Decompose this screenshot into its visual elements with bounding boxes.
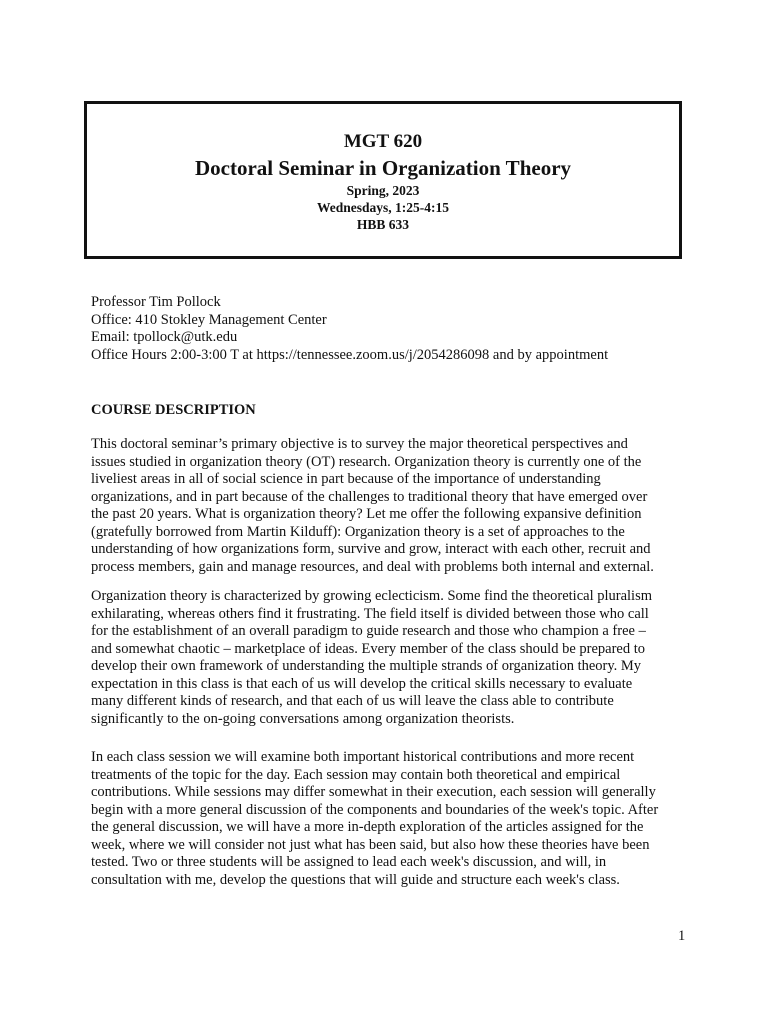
paragraph-line: understanding of how organizations form, survive and grow, interact with each other, recruit and (91, 541, 651, 557)
paragraph-line: issues studied in organization theory (OT) research. Organization theory is currently one of the (91, 453, 642, 470)
paragraph-line: the general discussion, we will have a more in-depth exploration of the articles assigned for the (91, 819, 644, 835)
paragraph-line: tested. Two or three students will be assigned to lead each week's discussion, and will, in (91, 854, 607, 870)
paragraph-line: develop their own framework of understanding the multiple strands of organization theory. My (91, 658, 642, 674)
paragraph-line: many different kinds of research, and that each of us will leave the class able to contribute (91, 693, 614, 709)
paragraph-line: organizations, and in part because of the challenges to traditional theory that have emerged over (91, 488, 648, 505)
paragraph-line: process members, gain and manage resources, and deal with problems both internal and external. (91, 558, 654, 575)
paragraph-line: treatments of the topic for the day. Each session may contain both theoretical and empirical (91, 766, 621, 783)
paragraph-line: consultation with me, develop the questions that will guide and structure each week's class. (91, 871, 620, 888)
paragraph-line: Organization theory is characterized by growing eclecticism. Some find the theoretical pluralism (91, 588, 653, 604)
paragraph-line: expectation in this class is that each of us will develop the critical skills necessary to evaluate (91, 675, 633, 692)
office-hours: Office Hours 2:00-3:00 T at https://tennessee.zoom.us/j/2054286098 and by appointment (91, 346, 609, 363)
instructor-contact-block (91, 294, 608, 364)
paragraph-line: significantly to the on-going conversations among organization theorists. (91, 710, 515, 727)
professor-email: Email: tpollock@utk.edu (91, 329, 238, 345)
paragraph-line: for the establishment of an overall paradigm to guide research and those who champion a free – (91, 623, 646, 639)
description-paragraph-2 (91, 588, 691, 728)
paragraph-line: and somewhat chaotic – marketplace of ideas. Every member of the class should be prepared to (91, 640, 646, 657)
description-paragraph-3 (91, 749, 691, 889)
course-term: Spring, 2023 (346, 183, 420, 198)
course-title-box (84, 101, 682, 259)
paragraph-line: This doctoral seminar’s primary objective is to survey the major theoretical perspectives and (91, 436, 628, 452)
paragraph-line: liveliest areas in all of social science in part because of the importance of understanding (91, 471, 601, 487)
office-location: Office: 410 Stokley Management Center (91, 311, 327, 328)
course-code: MGT 620 (343, 131, 423, 152)
description-paragraph-1 (91, 436, 691, 576)
paragraph-line: contributions. While sessions may differ somewhat in their execution, each session will generally (91, 784, 656, 800)
course-room: HBB 633 (356, 217, 410, 232)
paragraph-line: exhilarating, whereas others find it frustrating. The field itself is divided between those who call (91, 605, 649, 622)
paragraph-line: In each class session we will examine both important historical contributions and more recent (91, 749, 635, 765)
course-description-heading: COURSE DESCRIPTION (91, 402, 256, 418)
course-schedule: Wednesdays, 1:25-4:15 (316, 200, 449, 215)
paragraph-line: begin with a more general discussion of the components and boundaries of the week's topic. After (91, 801, 659, 818)
professor-name: Professor Tim Pollock (91, 294, 221, 310)
course-title: Doctoral Seminar in Organization Theory (194, 156, 572, 180)
paragraph-line: week, where we will consider not just what has been said, but also how these theories have been (91, 836, 650, 853)
paragraph-line: the past 20 years. What is organization theory? Let me offer the following expansive definition (91, 506, 642, 522)
page-number: 1 (678, 928, 686, 944)
paragraph-line: (gratefully borrowed from Martin Kilduff): Organization theory is a set of approaches to the (91, 523, 625, 540)
